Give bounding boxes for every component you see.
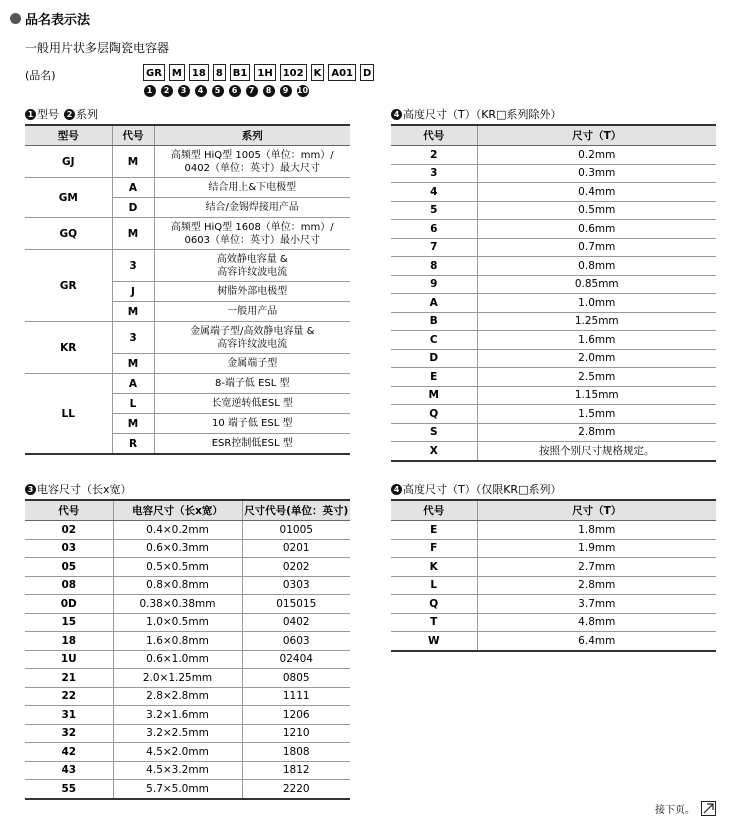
code-cell: E bbox=[391, 368, 477, 387]
table-row bbox=[25, 521, 350, 540]
table-row bbox=[25, 687, 350, 706]
table-row bbox=[391, 238, 716, 257]
series-desc-line1: 结合/金锡焊接用产品 bbox=[205, 202, 299, 213]
value-cell: 015015 bbox=[242, 595, 350, 614]
value-cell: 1206 bbox=[242, 706, 350, 725]
series-desc-cell bbox=[154, 178, 350, 198]
code-cell: 3 bbox=[112, 322, 154, 354]
value-cell: 4.5×2.0mm bbox=[113, 743, 242, 762]
code-cell: B bbox=[391, 312, 477, 331]
code-cell: 4 bbox=[391, 183, 477, 202]
table-row bbox=[391, 294, 716, 313]
series-desc-line1: 一般用产品 bbox=[227, 306, 278, 317]
code-cell: 15 bbox=[25, 613, 113, 632]
code-cell: S bbox=[391, 423, 477, 442]
series-title-a: 型号 bbox=[37, 108, 59, 121]
height-kr-section-title bbox=[391, 481, 561, 497]
code-cell: 02 bbox=[25, 521, 113, 540]
series-desc-cell bbox=[154, 146, 350, 178]
table-row bbox=[391, 595, 716, 614]
series-desc-cell bbox=[154, 302, 350, 322]
series-table bbox=[25, 124, 350, 455]
value-cell: 01005 bbox=[242, 521, 350, 540]
part-code-marker: 7 bbox=[246, 85, 258, 97]
type-cell: LL bbox=[25, 374, 112, 455]
part-number-label: (品名) bbox=[25, 69, 56, 82]
value-cell: 0.6×1.0mm bbox=[113, 650, 242, 669]
series-desc-cell bbox=[154, 250, 350, 282]
table-row bbox=[25, 780, 350, 799]
code-cell: 3 bbox=[391, 164, 477, 183]
table-row bbox=[391, 220, 716, 239]
series-desc-line1: 高频型 HiQ型 1005（单位：mm）/ bbox=[170, 149, 334, 161]
value-cell: 2.0×1.25mm bbox=[113, 669, 242, 688]
value-cell: 0402 bbox=[242, 613, 350, 632]
col-header-code: 代号 bbox=[25, 500, 113, 521]
bullet-icon bbox=[10, 13, 21, 24]
series-desc-cell bbox=[154, 414, 350, 434]
part-code-box: 102 bbox=[280, 64, 307, 81]
series-desc-line2: 0603（单位：英寸）最小尺寸 bbox=[184, 234, 320, 246]
value-cell: 1.0mm bbox=[477, 294, 716, 313]
code-cell: 32 bbox=[25, 724, 113, 743]
series-desc-line1: 金属端子型 bbox=[227, 358, 278, 369]
code-cell: L bbox=[391, 576, 477, 595]
table-row bbox=[25, 250, 350, 282]
code-cell: M bbox=[391, 386, 477, 405]
value-cell: 0603 bbox=[242, 632, 350, 651]
size-section-title bbox=[25, 481, 132, 497]
part-code-box: K bbox=[311, 64, 325, 81]
value-cell: 0202 bbox=[242, 558, 350, 577]
col-header-thickness: 尺寸（T） bbox=[477, 125, 716, 146]
code-cell: M bbox=[112, 302, 154, 322]
code-cell: M bbox=[112, 218, 154, 250]
table-row bbox=[25, 669, 350, 688]
code-cell: J bbox=[112, 282, 154, 302]
value-cell: 02404 bbox=[242, 650, 350, 669]
code-cell: A bbox=[112, 178, 154, 198]
part-code-marker: 3 bbox=[178, 85, 190, 97]
col-header-code: 代号 bbox=[391, 500, 477, 521]
table-row bbox=[391, 331, 716, 350]
value-cell: 5.7×5.0mm bbox=[113, 780, 242, 799]
table-row bbox=[391, 312, 716, 331]
page-title-text: 品名表示法 bbox=[25, 13, 91, 28]
value-cell: 3.2×2.5mm bbox=[113, 724, 242, 743]
code-cell: 6 bbox=[391, 220, 477, 239]
part-code-box: GR bbox=[143, 64, 165, 81]
table-row bbox=[391, 349, 716, 368]
series-desc-cell bbox=[154, 394, 350, 414]
series-desc-line1: 金属端子型/高效静电容量 & bbox=[190, 325, 315, 337]
part-code-marker: 1 bbox=[144, 85, 156, 97]
value-cell: 1808 bbox=[242, 743, 350, 762]
part-code-marker: 4 bbox=[195, 85, 207, 97]
value-cell: 1.15mm bbox=[477, 386, 716, 405]
part-code-marker: 9 bbox=[280, 85, 292, 97]
table-row bbox=[25, 146, 350, 178]
table-row bbox=[25, 724, 350, 743]
value-cell: 2220 bbox=[242, 780, 350, 799]
table-row bbox=[391, 539, 716, 558]
table-row bbox=[25, 178, 350, 198]
value-cell: 1.6mm bbox=[477, 331, 716, 350]
code-cell: 5 bbox=[391, 201, 477, 220]
series-desc-cell bbox=[154, 354, 350, 374]
table-row bbox=[391, 275, 716, 294]
code-cell: A bbox=[112, 374, 154, 394]
type-cell: GM bbox=[25, 178, 112, 218]
col-header-code: 代号 bbox=[112, 125, 154, 146]
part-code-box: 1H bbox=[254, 64, 275, 81]
value-cell: 0.4mm bbox=[477, 183, 716, 202]
code-cell: E bbox=[391, 521, 477, 540]
col-header-series: 系列 bbox=[154, 125, 350, 146]
value-cell: 0.5×0.5mm bbox=[113, 558, 242, 577]
type-cell: GQ bbox=[25, 218, 112, 250]
col-header-type: 型号 bbox=[25, 125, 112, 146]
value-cell: 0.38×0.38mm bbox=[113, 595, 242, 614]
part-code-marker: 5 bbox=[212, 85, 224, 97]
height-kr-table bbox=[391, 499, 716, 652]
value-cell: 1.5mm bbox=[477, 405, 716, 424]
value-cell: 0.7mm bbox=[477, 238, 716, 257]
value-cell: 0.3mm bbox=[477, 164, 716, 183]
series-desc-line1: 8-端子低 ESL 型 bbox=[214, 378, 290, 389]
table-row bbox=[391, 576, 716, 595]
value-cell: 0.6×0.3mm bbox=[113, 539, 242, 558]
value-cell: 6.4mm bbox=[477, 632, 716, 651]
series-desc-cell bbox=[154, 218, 350, 250]
page-title bbox=[10, 9, 90, 28]
code-cell: 08 bbox=[25, 576, 113, 595]
table-row bbox=[391, 368, 716, 387]
code-cell: M bbox=[112, 354, 154, 374]
code-cell: W bbox=[391, 632, 477, 651]
table-row bbox=[25, 539, 350, 558]
value-cell: 0.8×0.8mm bbox=[113, 576, 242, 595]
code-cell: 43 bbox=[25, 761, 113, 780]
arrow-up-right-icon bbox=[701, 801, 716, 816]
series-desc-line1: 高频型 HiQ型 1608（单位：mm）/ bbox=[170, 221, 334, 233]
code-cell: 03 bbox=[25, 539, 113, 558]
table-row bbox=[391, 423, 716, 442]
marker-1-icon: 1 bbox=[25, 109, 36, 120]
table-row bbox=[391, 201, 716, 220]
code-cell: D bbox=[391, 349, 477, 368]
part-code-box: A01 bbox=[328, 64, 356, 81]
table-row bbox=[25, 558, 350, 577]
table-row bbox=[25, 761, 350, 780]
table-row bbox=[25, 595, 350, 614]
table-row bbox=[391, 183, 716, 202]
table-row bbox=[391, 442, 716, 461]
series-title-b: 系列 bbox=[76, 108, 98, 121]
series-section-title bbox=[25, 106, 98, 122]
table-row bbox=[391, 558, 716, 577]
table-row bbox=[25, 650, 350, 669]
table-row bbox=[391, 146, 716, 165]
series-desc-line1: 结合用上&下电极型 bbox=[208, 182, 297, 193]
code-cell: 05 bbox=[25, 558, 113, 577]
value-cell: 按照个别尺寸规格规定。 bbox=[477, 442, 716, 461]
code-cell: 0D bbox=[25, 595, 113, 614]
part-code-box: 18 bbox=[189, 64, 209, 81]
code-cell: 21 bbox=[25, 669, 113, 688]
code-cell: D bbox=[112, 198, 154, 218]
value-cell: 0.2mm bbox=[477, 146, 716, 165]
series-desc-line1: 10 端子低 ESL 型 bbox=[212, 418, 293, 429]
table-row bbox=[25, 632, 350, 651]
series-desc-line1: 树脂外部电极型 bbox=[217, 286, 288, 297]
value-cell: 1.0×0.5mm bbox=[113, 613, 242, 632]
code-cell: 3 bbox=[112, 250, 154, 282]
code-cell: 1U bbox=[25, 650, 113, 669]
code-cell: R bbox=[112, 434, 154, 455]
marker-4-icon: 4 bbox=[391, 109, 402, 120]
size-title-text: 电容尺寸（长x宽） bbox=[37, 483, 132, 496]
value-cell: 1.6×0.8mm bbox=[113, 632, 242, 651]
table-row bbox=[25, 322, 350, 354]
value-cell: 0.4×0.2mm bbox=[113, 521, 242, 540]
code-cell: 31 bbox=[25, 706, 113, 725]
value-cell: 2.8mm bbox=[477, 423, 716, 442]
table-row bbox=[391, 632, 716, 651]
code-cell: X bbox=[391, 442, 477, 461]
value-cell: 0805 bbox=[242, 669, 350, 688]
code-cell: 7 bbox=[391, 238, 477, 257]
type-cell: GJ bbox=[25, 146, 112, 178]
table-row bbox=[391, 613, 716, 632]
code-cell: F bbox=[391, 539, 477, 558]
height-kr-title-text: 高度尺寸（T）（仅限KR□系列） bbox=[403, 483, 562, 496]
value-cell: 1210 bbox=[242, 724, 350, 743]
next-page-text: 接下页。 bbox=[655, 805, 695, 816]
part-code-boxes bbox=[143, 64, 378, 81]
code-cell: M bbox=[112, 146, 154, 178]
value-cell: 0.85mm bbox=[477, 275, 716, 294]
col-header-size: 电容尺寸（长x宽） bbox=[113, 500, 242, 521]
value-cell: 2.8mm bbox=[477, 576, 716, 595]
code-cell: K bbox=[391, 558, 477, 577]
value-cell: 0201 bbox=[242, 539, 350, 558]
table-row bbox=[25, 374, 350, 394]
value-cell: 1111 bbox=[242, 687, 350, 706]
series-desc-line2: 高容许纹波电流 bbox=[217, 266, 288, 278]
code-cell: Q bbox=[391, 405, 477, 424]
height-section-title bbox=[391, 106, 561, 122]
col-header-thickness: 尺寸（T） bbox=[477, 500, 716, 521]
next-page-link[interactable] bbox=[655, 801, 716, 816]
code-cell: 42 bbox=[25, 743, 113, 762]
part-code-marker: 2 bbox=[161, 85, 173, 97]
table-row bbox=[25, 743, 350, 762]
table-row bbox=[25, 576, 350, 595]
value-cell: 0303 bbox=[242, 576, 350, 595]
series-desc-line2: 0402（单位：英寸）最大尺寸 bbox=[184, 162, 320, 174]
col-header-code: 代号 bbox=[391, 125, 477, 146]
code-cell: 9 bbox=[391, 275, 477, 294]
value-cell: 4.8mm bbox=[477, 613, 716, 632]
part-code-box: M bbox=[169, 64, 185, 81]
table-row bbox=[25, 218, 350, 250]
series-desc-line1: 高效静电容量 & bbox=[216, 253, 288, 265]
series-desc-cell bbox=[154, 322, 350, 354]
value-cell: 2.0mm bbox=[477, 349, 716, 368]
part-code-marker: 6 bbox=[229, 85, 241, 97]
code-cell: 18 bbox=[25, 632, 113, 651]
series-desc-cell bbox=[154, 374, 350, 394]
value-cell: 2.8×2.8mm bbox=[113, 687, 242, 706]
table-row bbox=[391, 521, 716, 540]
series-desc-line1: 长宽逆转低ESL 型 bbox=[211, 398, 293, 409]
part-code-box: D bbox=[360, 64, 374, 81]
code-cell: 8 bbox=[391, 257, 477, 276]
part-code-box: 8 bbox=[213, 64, 226, 81]
value-cell: 2.7mm bbox=[477, 558, 716, 577]
table-row bbox=[25, 613, 350, 632]
part-code-marker: 8 bbox=[263, 85, 275, 97]
value-cell: 0.6mm bbox=[477, 220, 716, 239]
series-desc-line1: ESR控制低ESL 型 bbox=[211, 438, 293, 449]
part-code-box: B1 bbox=[230, 64, 251, 81]
table-row bbox=[391, 164, 716, 183]
type-cell: KR bbox=[25, 322, 112, 374]
value-cell: 0.8mm bbox=[477, 257, 716, 276]
code-cell: L bbox=[112, 394, 154, 414]
series-desc-cell bbox=[154, 282, 350, 302]
height-title-text: 高度尺寸（T）（KR□系列除外） bbox=[403, 108, 562, 121]
series-desc-cell bbox=[154, 434, 350, 455]
value-cell: 2.5mm bbox=[477, 368, 716, 387]
code-cell: T bbox=[391, 613, 477, 632]
table-row bbox=[391, 386, 716, 405]
code-cell: 22 bbox=[25, 687, 113, 706]
code-cell: Q bbox=[391, 595, 477, 614]
marker-4-icon: 4 bbox=[391, 484, 402, 495]
marker-2-icon: 2 bbox=[64, 109, 75, 120]
value-cell: 1.8mm bbox=[477, 521, 716, 540]
code-cell: 2 bbox=[391, 146, 477, 165]
series-desc-cell bbox=[154, 198, 350, 218]
col-header-inch: 尺寸代号(单位：英寸) bbox=[242, 500, 350, 521]
value-cell: 0.5mm bbox=[477, 201, 716, 220]
value-cell: 3.7mm bbox=[477, 595, 716, 614]
size-table bbox=[25, 499, 350, 800]
value-cell: 3.2×1.6mm bbox=[113, 706, 242, 725]
table-row bbox=[391, 405, 716, 424]
type-cell: GR bbox=[25, 250, 112, 322]
code-cell: 55 bbox=[25, 780, 113, 799]
code-cell: A bbox=[391, 294, 477, 313]
marker-3-icon: 3 bbox=[25, 484, 36, 495]
code-cell: C bbox=[391, 331, 477, 350]
value-cell: 1.9mm bbox=[477, 539, 716, 558]
page-subtitle: 一般用片状多层陶瓷电容器 bbox=[25, 41, 170, 55]
code-cell: M bbox=[112, 414, 154, 434]
series-desc-line2: 高容许纹波电流 bbox=[217, 338, 288, 350]
value-cell: 4.5×3.2mm bbox=[113, 761, 242, 780]
value-cell: 1.25mm bbox=[477, 312, 716, 331]
table-row bbox=[25, 706, 350, 725]
value-cell: 1812 bbox=[242, 761, 350, 780]
part-code-marker: 10 bbox=[296, 86, 309, 95]
table-row bbox=[391, 257, 716, 276]
height-table bbox=[391, 124, 716, 462]
